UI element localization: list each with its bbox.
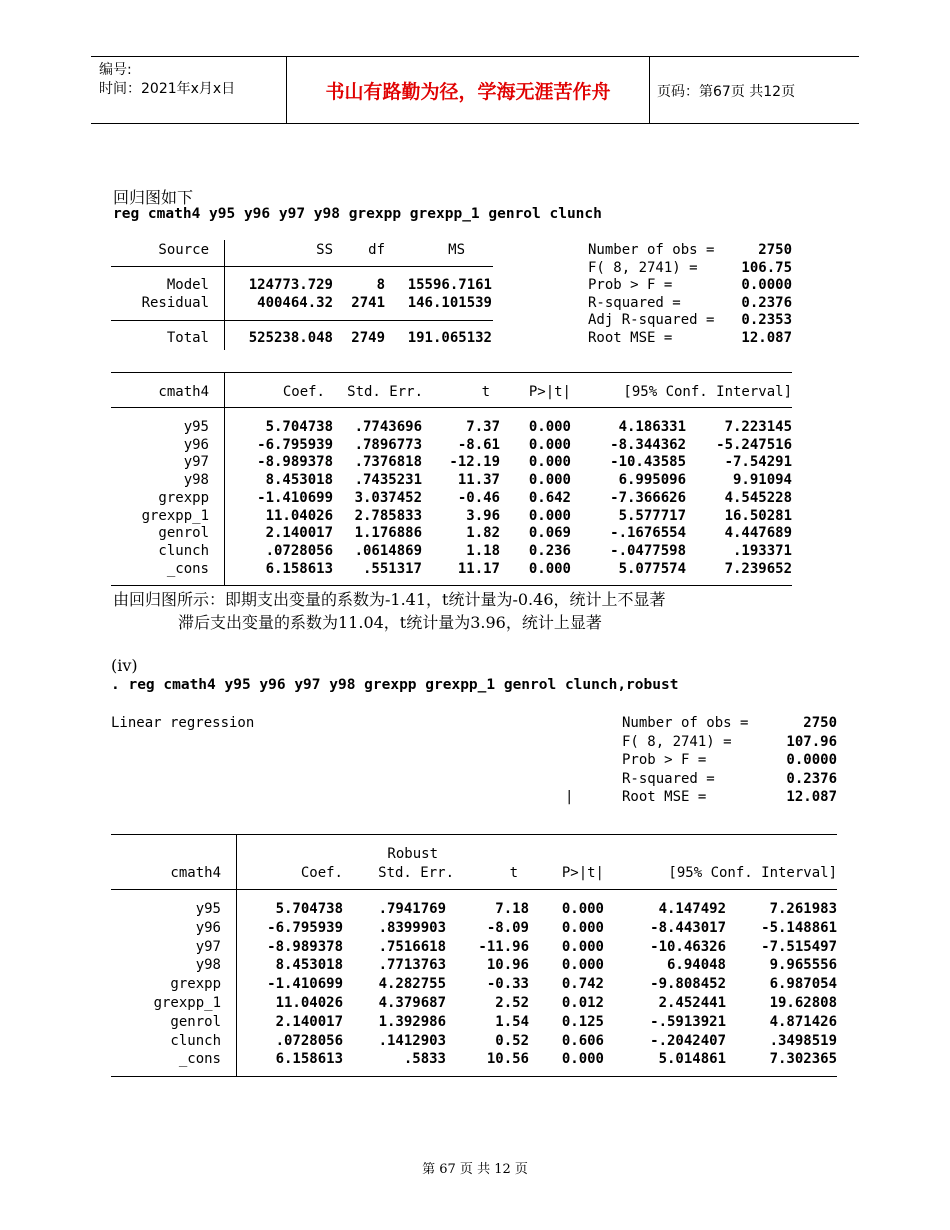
header-number-label: 编号: xyxy=(99,62,132,78)
coef-row-var: grexpp xyxy=(170,976,221,993)
coef-row-ci-low: -8.443017 xyxy=(650,919,726,936)
coef-row-ci-high: 7.302365 xyxy=(769,1051,837,1068)
coef-row-ci-high: 7.261983 xyxy=(769,901,837,917)
anova-header-cell: Source xyxy=(158,242,209,258)
coef-row-t: 11.37 xyxy=(457,472,500,489)
coef-row-ci-high: 7.223145 xyxy=(724,419,792,435)
coef-row-ci-low: -.0477598 xyxy=(610,542,686,559)
coef-row-ci-high: 9.965556 xyxy=(769,957,837,974)
anova-row-model-ss: 124773.729 xyxy=(248,277,333,293)
stat-label: Root MSE = xyxy=(622,789,707,806)
coef-row-ci-low: 4.186331 xyxy=(618,419,686,435)
anova-row-residual-ms: 146.101539 xyxy=(407,295,492,311)
robust-regression-command: . reg cmath4 y95 y96 y97 y98 grexpp grexpp_1 genrol clunch,robust xyxy=(111,677,679,693)
anova-header-cell: SS xyxy=(316,242,333,258)
coef-row-var: clunch xyxy=(170,1032,221,1049)
coef-header-coef: Coef. xyxy=(300,865,343,881)
coef-row-t: 2.52 xyxy=(495,995,529,1011)
coef-row-ci-high: 4.447689 xyxy=(724,525,792,542)
coef-row-coef: -1.410699 xyxy=(257,489,333,506)
coef-row-t: 1.82 xyxy=(466,525,500,542)
anova-row-total-source: Total xyxy=(166,330,209,346)
anova-header-cell: df xyxy=(368,242,385,258)
header-meta xyxy=(99,61,235,99)
coef-row-ci-low: -.1676554 xyxy=(610,525,686,542)
coef-header-robust: Robust xyxy=(387,846,438,862)
coef-row-coef: 2.140017 xyxy=(265,525,333,542)
intro-text: 回归图如下 xyxy=(113,188,194,207)
coef-row-var: y98 xyxy=(183,472,209,489)
coef-row-ci-high: 6.987054 xyxy=(769,976,837,993)
coef-row-coef: 2.140017 xyxy=(275,1013,343,1030)
coef-header-t: t xyxy=(481,384,490,400)
coef-row-ci-low: 5.077574 xyxy=(618,560,686,577)
stat-value: 0.0000 xyxy=(786,752,837,769)
coef-row-coef: 5.704738 xyxy=(275,901,343,917)
header-motto: 书山有路勤为径，学海无涯苦作舟 xyxy=(325,81,611,103)
coef-row-ci-high: -5.247516 xyxy=(716,436,792,453)
coef-row-ci-high: 4.871426 xyxy=(769,1013,837,1030)
coef-row-se: .7743696 xyxy=(354,419,422,435)
coef-row-p: 0.236 xyxy=(528,542,571,559)
coef-row-p: 0.742 xyxy=(561,976,604,993)
coef-row-se: 4.379687 xyxy=(378,995,446,1011)
coef-row-ci-low: -8.344362 xyxy=(610,436,686,453)
coef-row-coef: .0728056 xyxy=(265,542,333,559)
stat-value: 106.75 xyxy=(741,259,792,276)
coef-row-coef: 8.453018 xyxy=(265,472,333,489)
coef-row-se: .5833 xyxy=(403,1051,446,1068)
coef-header-p: P>|t| xyxy=(528,384,571,400)
anova-row-total-ss: 525238.048 xyxy=(248,330,333,346)
coef-row-t: -0.33 xyxy=(486,976,529,993)
anova-row-total-ms: 191.065132 xyxy=(407,330,492,346)
header-divider xyxy=(649,57,650,123)
coef-row-se: 3.037452 xyxy=(354,489,422,506)
coef-row-t: -11.96 xyxy=(478,938,529,955)
conclusion-text: 滞后支出变量的系数为11.04，t统计量为3.96，统计上显著 xyxy=(178,613,602,632)
coef-row-ci-high: 16.50281 xyxy=(724,507,792,524)
coef-row-ci-high: 7.239652 xyxy=(724,560,792,577)
coef-row-p: 0.000 xyxy=(561,919,604,936)
page-footer: 第 67 页 共 12 页 xyxy=(422,1162,528,1177)
coef-row-var: y96 xyxy=(195,919,221,936)
coef-row-var: clunch xyxy=(158,542,209,559)
stat-value: 0.0000 xyxy=(741,277,792,294)
stat-label: F( 8, 2741) = xyxy=(588,259,698,276)
coef-header-var: cmath4 xyxy=(158,384,209,400)
coef-row-se: .7713763 xyxy=(378,957,446,974)
stat-label: Number of obs = xyxy=(622,715,749,731)
coef-row-p: 0.000 xyxy=(561,1051,604,1068)
page-header xyxy=(91,56,859,124)
coef-row-ci-low: -10.43585 xyxy=(610,454,686,471)
coef-row-se: 1.392986 xyxy=(378,1013,446,1030)
coef-row-ci-high: .3498519 xyxy=(769,1032,837,1049)
stat-label: Prob > F = xyxy=(588,277,673,294)
coef-header-se: Std. Err. xyxy=(347,384,423,400)
stat-value: 0.2376 xyxy=(786,770,837,787)
anova-row-model-ms: 15596.7161 xyxy=(407,277,492,293)
coef-row-se: .7516618 xyxy=(378,938,446,955)
coef-row-ci-low: -.5913921 xyxy=(650,1013,726,1030)
coef-row-var: grexpp_1 xyxy=(141,507,209,524)
coef-row-ci-low: -10.46326 xyxy=(650,938,726,955)
coef-row-t: 7.37 xyxy=(466,419,500,435)
stat-value: 2750 xyxy=(803,715,837,731)
stat-label: F( 8, 2741) = xyxy=(622,733,732,750)
coef-row-se: .0614869 xyxy=(354,542,422,559)
coef-table-rule xyxy=(111,372,792,373)
stat-label: R-squared = xyxy=(588,294,681,311)
text-cursor: | xyxy=(565,789,574,805)
coef-row-se: .1412903 xyxy=(378,1032,446,1049)
coef-row-t: 7.18 xyxy=(495,901,529,917)
coef-row-se: 1.176886 xyxy=(354,525,422,542)
anova-rule xyxy=(111,320,493,321)
coef-row-t: 10.56 xyxy=(486,1051,529,1068)
stat-value: 12.087 xyxy=(741,330,792,346)
coef-table-rule xyxy=(111,1076,837,1077)
coef-row-var: _cons xyxy=(166,560,209,577)
coef-row-var: y96 xyxy=(183,436,209,453)
coef-row-p: 0.000 xyxy=(528,507,571,524)
stat-label: Prob > F = xyxy=(622,752,707,769)
coef-row-var: y98 xyxy=(195,957,221,974)
coef-header-p: P>|t| xyxy=(561,865,604,881)
coef-row-var: genrol xyxy=(170,1013,221,1030)
coef-row-t: -8.09 xyxy=(486,919,529,936)
coef-row-se: .7376818 xyxy=(354,454,422,471)
coef-row-var: _cons xyxy=(178,1051,221,1068)
coef-header-var: cmath4 xyxy=(170,865,221,881)
coef-row-p: 0.000 xyxy=(561,957,604,974)
coef-row-p: 0.000 xyxy=(528,472,571,489)
coef-header-coef: Coef. xyxy=(282,384,325,400)
stat-label: R-squared = xyxy=(622,770,715,787)
coef-row-coef: 11.04026 xyxy=(265,507,333,524)
coef-header-ci: [95% Conf. Interval] xyxy=(623,384,792,400)
coef-row-ci-low: -9.808452 xyxy=(650,976,726,993)
anova-row-residual-source: Residual xyxy=(141,295,209,311)
header-page-info: 页码：第67页 共12页 xyxy=(657,84,796,100)
coef-row-ci-low: 2.452441 xyxy=(658,995,726,1011)
coef-header-t: t xyxy=(509,865,518,881)
coef-row-var: y95 xyxy=(183,419,209,435)
stat-value: 2750 xyxy=(758,242,792,258)
coef-row-coef: -1.410699 xyxy=(267,976,343,993)
stat-label: Number of obs = xyxy=(588,242,715,258)
coef-row-ci-low: -.2042407 xyxy=(650,1032,726,1049)
section-label: (iv) xyxy=(111,656,138,675)
coef-row-p: 0.000 xyxy=(528,436,571,453)
stat-label: Adj R-squared = xyxy=(588,312,715,329)
coef-row-t: 11.17 xyxy=(457,560,500,577)
coef-row-t: 1.54 xyxy=(495,1013,529,1030)
coef-row-coef: -8.989378 xyxy=(267,938,343,955)
coef-table-rule xyxy=(111,407,792,408)
anova-row-model-source: Model xyxy=(166,277,209,293)
coef-row-ci-high: 9.91094 xyxy=(732,472,792,489)
coef-row-t: -8.61 xyxy=(457,436,500,453)
coef-row-t: -0.46 xyxy=(457,489,500,506)
coef-row-p: 0.069 xyxy=(528,525,571,542)
conclusion-text: 由回归图所示：即期支出变量的系数为-1.41，t统计量为-0.46，统计上不显著 xyxy=(113,590,666,609)
anova-row-total-df: 2749 xyxy=(351,330,385,346)
coef-row-ci-high: -7.515497 xyxy=(761,938,837,955)
coef-row-ci-high: -7.54291 xyxy=(724,454,792,471)
coef-table-rule xyxy=(111,889,837,890)
coef-row-p: 0.012 xyxy=(561,995,604,1011)
coef-row-p: 0.000 xyxy=(528,454,571,471)
coef-row-ci-high: .193371 xyxy=(732,542,792,559)
coef-row-se: .8399903 xyxy=(378,919,446,936)
coef-row-ci-low: 4.147492 xyxy=(658,901,726,917)
coef-row-p: 0.606 xyxy=(561,1032,604,1049)
coef-row-ci-high: 19.62808 xyxy=(769,995,837,1011)
coef-row-t: -12.19 xyxy=(449,454,500,471)
coef-row-coef: -6.795939 xyxy=(267,919,343,936)
stat-value: 12.087 xyxy=(786,789,837,806)
stat-value: 0.2353 xyxy=(741,312,792,329)
coef-row-t: 0.52 xyxy=(495,1032,529,1049)
coef-row-var: grexpp_1 xyxy=(153,995,221,1011)
coef-header-ci: [95% Conf. Interval] xyxy=(668,865,837,881)
coef-header-se: Std. Err. xyxy=(378,865,454,881)
coef-row-var: y97 xyxy=(183,454,209,471)
coef-row-p: 0.000 xyxy=(528,419,571,435)
anova-row-residual-ss: 400464.32 xyxy=(257,295,333,311)
coef-row-var: grexpp xyxy=(158,489,209,506)
coef-row-p: 0.642 xyxy=(528,489,571,506)
anova-row-model-df: 8 xyxy=(376,277,385,293)
coef-row-ci-low: 5.014861 xyxy=(658,1051,726,1068)
coef-row-se: 2.785833 xyxy=(354,507,422,524)
coef-row-coef: 6.158613 xyxy=(265,560,333,577)
coef-row-coef: -8.989378 xyxy=(257,454,333,471)
coef-row-var: y97 xyxy=(195,938,221,955)
anova-row-residual-df: 2741 xyxy=(351,295,385,311)
coef-row-t: 1.18 xyxy=(466,542,500,559)
coef-row-se: .7435231 xyxy=(354,472,422,489)
coef-row-coef: .0728056 xyxy=(275,1032,343,1049)
coef-row-p: 0.000 xyxy=(561,938,604,955)
coef-row-p: 0.125 xyxy=(561,1013,604,1030)
coef-row-ci-low: 5.577717 xyxy=(618,507,686,524)
coef-row-coef: 5.704738 xyxy=(265,419,333,435)
coef-row-var: genrol xyxy=(158,525,209,542)
coef-row-coef: 6.158613 xyxy=(275,1051,343,1068)
stat-value: 107.96 xyxy=(786,733,837,750)
anova-divider xyxy=(224,240,225,350)
coef-table-rule xyxy=(111,585,792,586)
coef-row-ci-high: -5.148861 xyxy=(761,919,837,936)
coef-row-ci-low: -7.366626 xyxy=(610,489,686,506)
regression-title: Linear regression xyxy=(111,715,255,731)
stat-label: Root MSE = xyxy=(588,330,673,346)
coef-row-se: 4.282755 xyxy=(378,976,446,993)
coef-table-rule xyxy=(111,834,837,835)
coef-row-coef: -6.795939 xyxy=(257,436,333,453)
coef-row-t: 3.96 xyxy=(466,507,500,524)
coef-row-var: y95 xyxy=(195,901,221,917)
coef-row-ci-low: 6.94048 xyxy=(666,957,726,974)
coef-row-se: .551317 xyxy=(362,560,422,577)
coef-row-coef: 11.04026 xyxy=(275,995,343,1011)
header-time-label: 时间：2021年x月x日 xyxy=(99,81,236,97)
anova-header-cell: MS xyxy=(448,242,465,258)
regression-command: reg cmath4 y95 y96 y97 y98 grexpp grexpp_1 genrol clunch xyxy=(113,206,602,222)
coef-row-se: .7896773 xyxy=(354,436,422,453)
coef-row-ci-low: 6.995096 xyxy=(618,472,686,489)
coef-row-ci-high: 4.545228 xyxy=(724,489,792,506)
stat-value: 0.2376 xyxy=(741,294,792,311)
coef-row-p: 0.000 xyxy=(561,901,604,917)
coef-row-se: .7941769 xyxy=(378,901,446,917)
anova-rule xyxy=(111,266,493,267)
coef-row-t: 10.96 xyxy=(486,957,529,974)
coef-row-p: 0.000 xyxy=(528,560,571,577)
coef-row-coef: 8.453018 xyxy=(275,957,343,974)
